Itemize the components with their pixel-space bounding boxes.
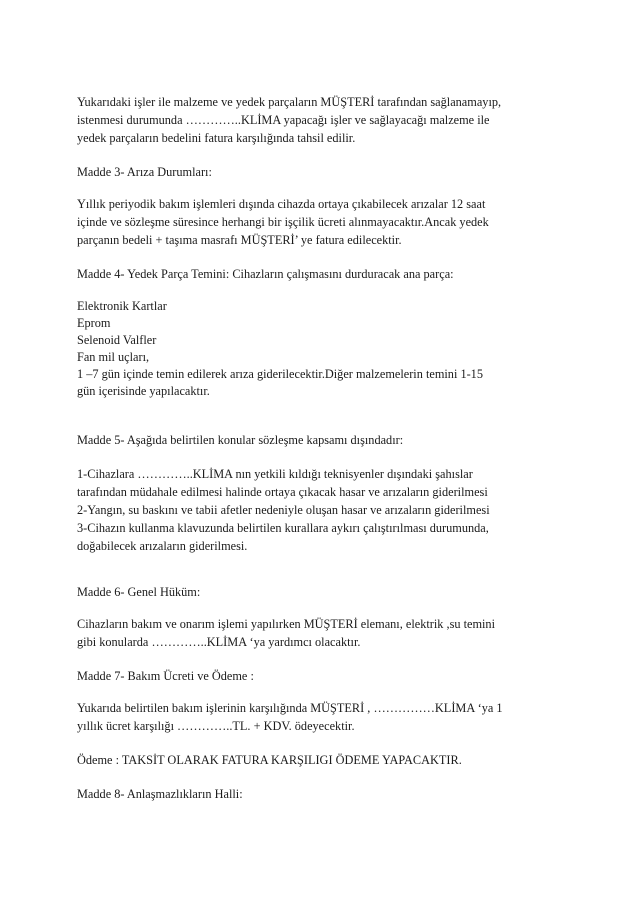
section-heading: Madde 5- Aşağıda belirtilen konular sözleşme kapsamı dışındadır: [77,433,404,447]
paragraph-line: gün içerisinde yapılacaktır. [77,384,210,398]
list-item: 3-Cihazın kullanma klavuzunda belirtilen kurallara aykırı çalıştırılması durumunda, [77,521,489,535]
paragraph-line: 1 –7 gün içinde temin edilerek arıza giderilecektir.Diğer malzemelerin temini 1-15 [77,367,483,381]
list-item: Eprom [77,316,111,330]
paragraph-line: Yıllık periyodik bakım işlemleri dışında cihazda ortaya çıkabilecek arızalar 12 saat [77,197,486,211]
list-item: Fan mil uçları, [77,350,150,364]
list-item: Elektronik Kartlar [77,299,167,313]
paragraph-line: doğabilecek arızaların giderilmesi. [77,539,248,553]
list-item: 2-Yangın, su baskını ve tabii afetler nedeniyle oluşan hasar ve arızaların giderilmesi [77,503,490,517]
list-item: Selenoid Valfler [77,333,157,347]
paragraph-line: yıllık ücret karşılığı …………..TL. + KDV. ödeyecektir. [77,719,355,733]
payment-line: Ödeme : TAKSİT OLARAK FATURA KARŞILIGI ÖDEME YAPACAKTIR. [77,753,462,767]
paragraph-line: içinde ve sözleşme süresince herhangi bir işçilik ücreti alınmayacaktır.Ancak yedek [77,215,489,229]
section-heading: Madde 8- Anlaşmazlıkların Halli: [77,787,243,801]
section-heading: Madde 7- Bakım Ücreti ve Ödeme : [77,669,254,683]
paragraph-line: Yukarıda belirtilen bakım işlerinin karşılığında MÜŞTERİ , ……………KLİMA ‘ya 1 [77,701,503,715]
paragraph-line: istenmesi durumunda …………..KLİMA yapacağı işler ve sağlayacağı malzeme ile [77,113,490,127]
section-heading: Madde 4- Yedek Parça Temini: Cihazların çalışmasını durduracak ana parça: [77,267,454,281]
section-heading: Madde 3- Arıza Durumları: [77,165,212,179]
paragraph-line: parçanın bedeli + taşıma masrafı MÜŞTERİ’ ye fatura edilecektir. [77,233,402,247]
section-heading: Madde 6- Genel Hüküm: [77,585,201,599]
paragraph-line: Yukarıdaki işler ile malzeme ve yedek parçaların MÜŞTERİ tarafından sağlanamayıp, [77,95,502,109]
list-item: 1-Cihazlara …………..KLİMA nın yetkili kıldığı teknisyenler dışındaki şahıslar [77,467,473,481]
paragraph-line: gibi konularda …………..KLİMA ‘ya yardımcı olacaktır. [77,635,361,649]
paragraph-line: yedek parçaların bedelini fatura karşılığında tahsil edilir. [77,131,356,145]
paragraph-line: tarafından müdahale edilmesi halinde ortaya çıkacak hasar ve arızaların giderilmesi [77,485,488,499]
paragraph-line: Cihazların bakım ve onarım işlemi yapılırken MÜŞTERİ elemanı, elektrik ,su temini [77,617,495,631]
